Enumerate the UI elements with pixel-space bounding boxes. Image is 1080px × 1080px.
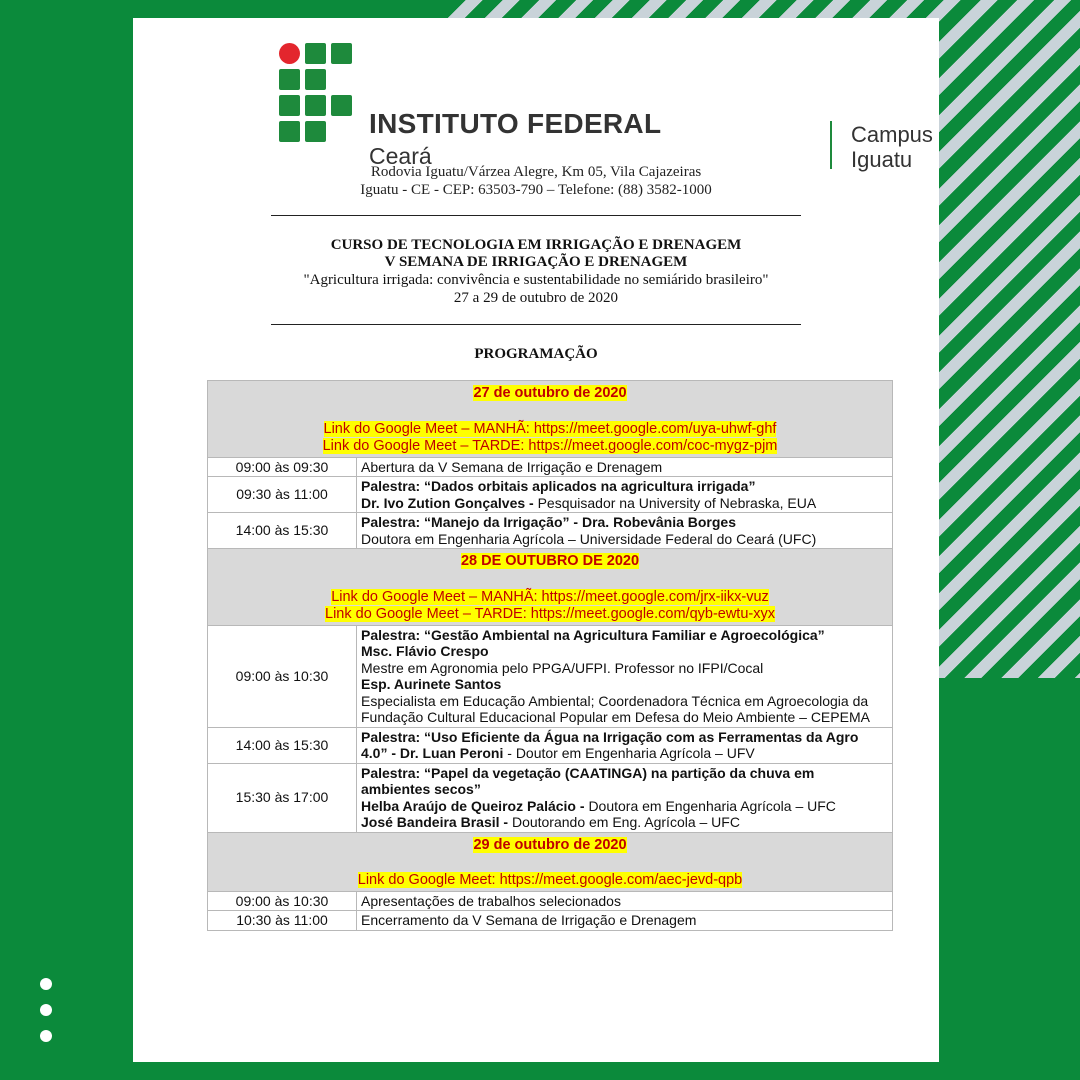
session-line [361, 676, 888, 693]
session-bold-text: Palestra: “Dados orbitais aplicados na agricultura irrigada” [361, 478, 756, 494]
session-bold-text: Esp. Aurinete Santos [361, 676, 502, 692]
logo-divider [830, 121, 832, 169]
session-time: 14:00 às 15:30 [208, 513, 357, 549]
google-meet-link[interactable]: Link do Google Meet – TARDE: https://meet.google.com/qyb-ewtu-xyx [325, 606, 775, 622]
dot-icon [40, 1004, 52, 1016]
session-text: Abertura da V Semana de Irrigação e Drenagem [361, 458, 663, 475]
session-line [361, 729, 888, 746]
session-line [361, 814, 888, 831]
session-row [208, 625, 893, 727]
session-line [361, 781, 888, 798]
session-line [361, 709, 888, 726]
session-row [208, 891, 893, 911]
logo-red-circle [279, 43, 300, 64]
day-title: 27 de outubro de 2020 [473, 385, 627, 401]
address-line-1: Rodovia Iguatu/Várzea Alegre, Km 05, Vila Cajazeiras [370, 164, 702, 180]
day-title: 28 DE OUTUBRO DE 2020 [460, 553, 640, 569]
session-bold-text: Dr. Ivo Zution Gonçalves - [361, 494, 538, 511]
divider [271, 324, 801, 325]
session-line [361, 693, 888, 710]
session-text: Mestre em Agronomia pelo PPGA/UFPI. Professor no IFPI/Cocal [361, 659, 764, 676]
session-time: 15:30 às 17:00 [208, 763, 357, 832]
session-line [361, 627, 888, 644]
session-text: Pesquisador na University of Nebraska, EUA [537, 494, 817, 511]
session-text: - Doutor em Engenharia Agrícola – UFV [507, 745, 755, 761]
session-line [361, 893, 888, 910]
dot-icon [40, 1030, 52, 1042]
session-description [357, 763, 893, 832]
day-header-row [208, 832, 893, 891]
session-bold-text: Msc. Flávio Crespo [361, 643, 489, 659]
event-title: V SEMANA DE IRRIGAÇÃO E DRENAGEM [384, 254, 688, 270]
session-time: 14:00 às 15:30 [208, 727, 357, 763]
day-header-row [208, 381, 893, 458]
session-bold-text: José Bandeira Brasil - [361, 814, 512, 830]
logo-campus-name: Iguatu [851, 147, 913, 172]
session-line [361, 798, 888, 815]
session-line [361, 531, 888, 548]
session-row [208, 513, 893, 549]
session-time: 10:30 às 11:00 [208, 911, 357, 931]
day-header-row [208, 549, 893, 626]
session-time: 09:00 às 10:30 [208, 625, 357, 727]
google-meet-link[interactable]: Link do Google Meet – TARDE: https://meet.google.com/coc-mygz-pjm [322, 438, 778, 454]
session-bold-text: Helba Araújo de Queiroz Palácio - [361, 797, 589, 814]
session-description [357, 891, 893, 911]
session-line [361, 459, 888, 476]
session-text: Especialista em Educação Ambiental; Coordenadora Técnica em Agroecologia da [361, 692, 869, 709]
session-description [357, 513, 893, 549]
session-row [208, 477, 893, 513]
session-bold-text: ambientes secos” [361, 781, 481, 797]
session-bold-text: Palestra: “Manejo da Irrigação” - Dra. Robevânia Borges [361, 514, 737, 530]
session-text: Doutora em Engenharia Agrícola – UFC [588, 797, 836, 814]
session-line [361, 514, 888, 531]
dots-decoration [40, 978, 52, 1056]
schedule-table [207, 380, 893, 931]
session-line [361, 765, 888, 782]
session-line [361, 912, 888, 929]
session-text: Encerramento da V Semana de Irrigação e Drenagem [361, 912, 697, 928]
google-meet-link[interactable]: Link do Google Meet: https://meet.google.com/aec-jevd-qpb [357, 872, 743, 888]
dot-icon [40, 978, 52, 990]
session-bold-text: Palestra: “Gestão Ambiental na Agricultura Familiar e Agroecológica” [361, 626, 825, 643]
session-line [361, 745, 888, 762]
logo-campus-label: Campus [851, 122, 933, 147]
google-meet-link[interactable]: Link do Google Meet – MANHÃ: https://meet.google.com/jrx-iikx-vuz [331, 588, 769, 605]
session-description [357, 477, 893, 513]
session-bold-text: Palestra: “Uso Eficiente da Água na Irrigação com as Ferramentas da Agro [361, 728, 859, 745]
session-row [208, 911, 893, 931]
session-time: 09:30 às 11:00 [208, 477, 357, 513]
session-description [357, 625, 893, 727]
divider [271, 215, 801, 216]
event-theme: "Agricultura irrigada: convivência e sustentabilidade no semiárido brasileiro" [303, 272, 769, 288]
course-title: CURSO DE TECNOLOGIA EM IRRIGAÇÃO E DRENAGEM [330, 237, 742, 253]
session-line [361, 660, 888, 677]
session-time: 09:00 às 09:30 [208, 457, 357, 477]
session-description [357, 911, 893, 931]
logo-state: Ceará [369, 143, 432, 169]
session-text: Doutorando em Eng. Agrícola – UFC [511, 814, 740, 830]
program-heading: PROGRAMAÇÃO [474, 346, 598, 362]
document-page [133, 18, 939, 1062]
session-text: Doutora em Engenharia Agrícola – Universidade Federal do Ceará (UFC) [361, 530, 817, 547]
day-title: 29 de outubro de 2020 [473, 836, 627, 853]
session-text: Fundação Cultural Educacional Popular em Defesa do Meio Ambiente – CEPEMA [361, 709, 870, 725]
session-bold-text: 4.0” - Dr. Luan Peroni [361, 745, 508, 761]
event-dates: 27 a 29 de outubro de 2020 [453, 290, 619, 306]
google-meet-link[interactable]: Link do Google Meet – MANHÃ: https://meet.google.com/uya-uhwf-ghf [323, 420, 777, 437]
session-bold-text: Palestra: “Papel da vegetação (CAATINGA) na partição da chuva em [361, 764, 815, 781]
address-line-2: Iguatu - CE - CEP: 63503-790 – Telefone: (88) 3582-1000 [360, 182, 712, 198]
session-row [208, 763, 893, 832]
session-line [361, 495, 888, 512]
session-line [361, 478, 888, 495]
session-row [208, 457, 893, 477]
session-row [208, 727, 893, 763]
session-text: Apresentações de trabalhos selecionados [361, 892, 621, 909]
session-line [361, 643, 888, 660]
logo-institute-name: INSTITUTO FEDERAL [369, 108, 662, 139]
session-time: 09:00 às 10:30 [208, 891, 357, 911]
session-description [357, 727, 893, 763]
session-description [357, 457, 893, 477]
